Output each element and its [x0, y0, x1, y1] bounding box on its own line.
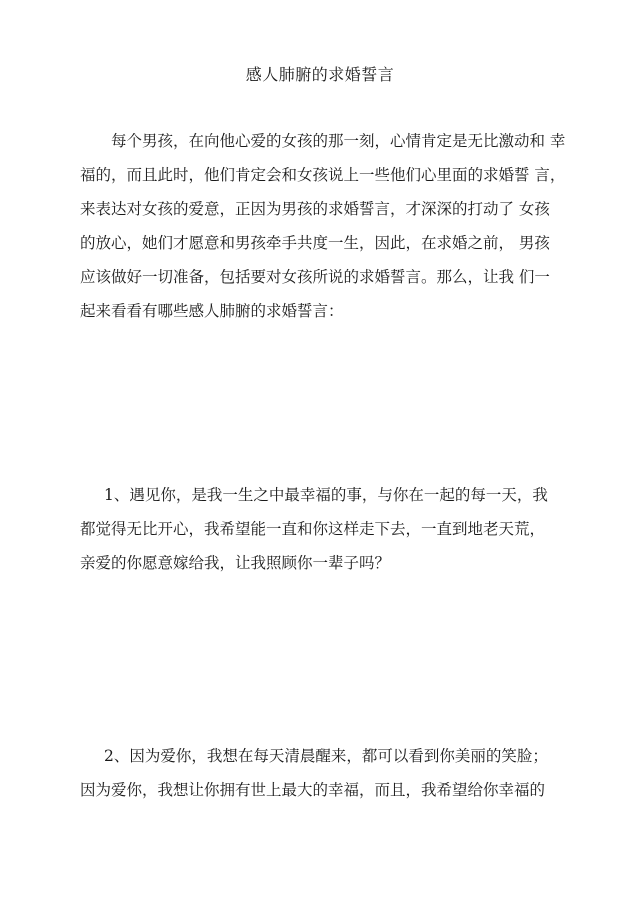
- intro-line: 起来看看有哪些感人肺腑的求婚誓言：: [80, 302, 344, 320]
- intro-line: 来表达对女孩的爱意，正因为男孩的求婚誓言，才深深的打动了 女孩: [80, 200, 550, 218]
- intro-line: 福的，而且此时，他们肯定会和女孩说上一些他们心里面的求婚誓 言，: [80, 166, 566, 184]
- vow-1-paragraph: [80, 478, 550, 580]
- intro-line: 应该做好一切准备，包括要对女孩所说的求婚誓言。那么，让我 们一: [80, 268, 550, 286]
- vow-1-line: 1、遇见你，是我一生之中最幸福的事，与你在一起的每一天，我: [104, 486, 548, 504]
- vow-2-line: 因为爱你，我想让你拥有世上最大的幸福，而且，我希望给你幸福的: [80, 781, 546, 799]
- vow-2-line: 2、因为爱你，我想在每天清晨醒来，都可以看到你美丽的笑脸；: [104, 747, 548, 765]
- vow-1-line: 都觉得无比开心，我希望能一直和你这样走下去，一直到地老天荒，: [80, 520, 546, 538]
- vow-1-line: 亲爱的你愿意嫁给我，让我照顾你一辈子吗？: [80, 554, 391, 572]
- intro-line: 的放心，她们才愿意和男孩牵手共度一生，因此，在求婚之前， 男孩: [80, 234, 550, 252]
- document-title: 感人肺腑的求婚誓言: [245, 65, 395, 84]
- intro-line: 每个男孩，在向他心爱的女孩的那一刻，心情肯定是无比激动和 幸: [111, 132, 566, 150]
- vow-2-paragraph: [80, 739, 550, 807]
- intro-paragraph: [80, 124, 566, 328]
